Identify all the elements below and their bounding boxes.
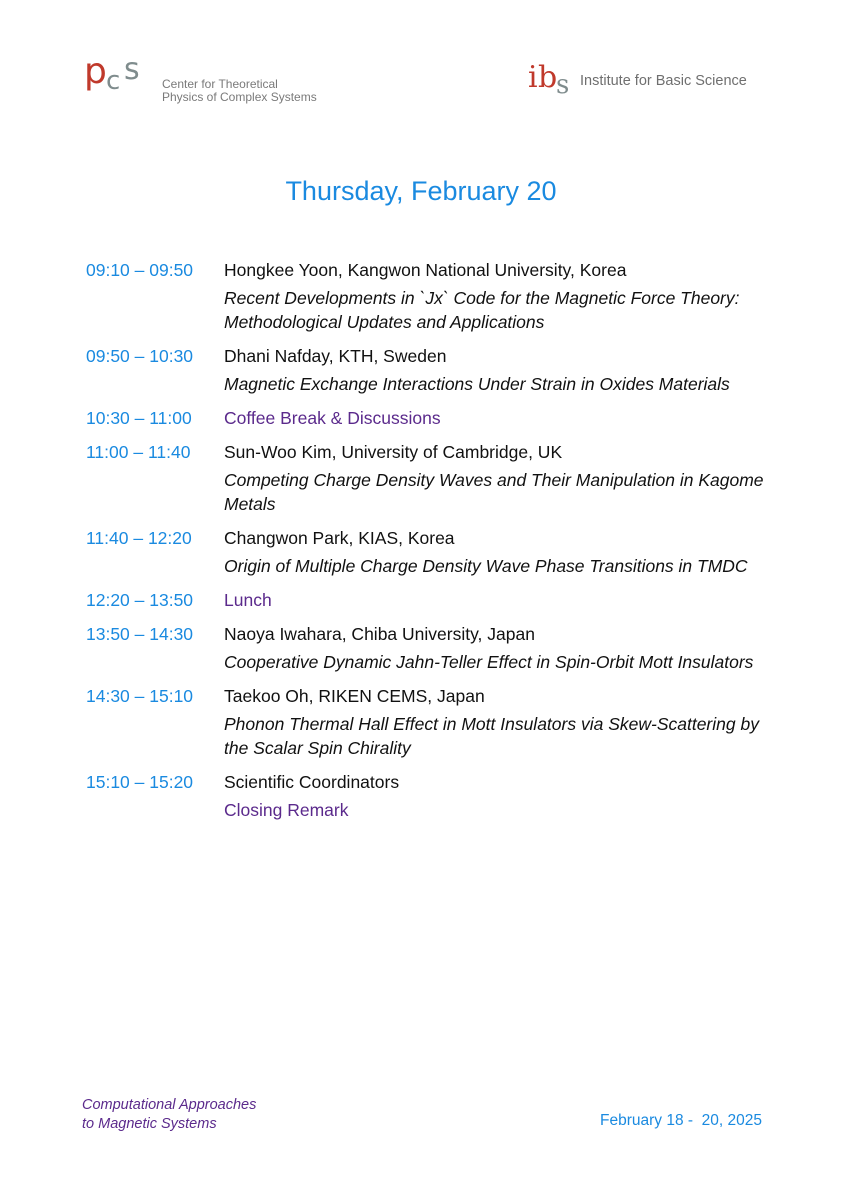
page-title: Thursday, February 20 [285, 176, 557, 206]
schedule-row [86, 258, 776, 334]
talk-title: Magnetic Exchange Interactions Under Strain in Oxides Materials [224, 374, 730, 394]
talk-title: Cooperative Dynamic Jahn-Teller Effect in Spin-Orbit Mott Insulators [224, 652, 754, 672]
talk-title: Origin of Multiple Charge Density Wave Phase Transitions in TMDC [224, 556, 748, 576]
workshop-dates: February 18 - 20, 2025 [600, 1112, 762, 1129]
session-time: 15:10 – 15:20 [86, 772, 194, 792]
session-time: 14:30 – 15:10 [86, 686, 194, 706]
speaker: Hongkee Yoon, Kangwon National University, Korea [224, 260, 627, 280]
speaker: Dhani Nafday, KTH, Sweden [224, 346, 447, 366]
session-detail [224, 344, 776, 396]
speaker: Taekoo Oh, RIKEN CEMS, Japan [224, 686, 485, 706]
session-time: 12:20 – 13:50 [86, 590, 194, 610]
schedule-row [86, 406, 776, 430]
speaker: Changwon Park, KIAS, Korea [224, 528, 455, 548]
break-event: Coffee Break & Discussions [224, 408, 441, 428]
speaker: Naoya Iwahara, Chiba University, Japan [224, 624, 535, 644]
session-time: 10:30 – 11:00 [86, 408, 192, 428]
session-time: 11:00 – 11:40 [86, 442, 191, 462]
session-time: 13:50 – 14:30 [86, 624, 194, 644]
pcs-logo-mark: p c s [84, 51, 140, 96]
session-time: 09:50 – 10:30 [86, 346, 194, 366]
talk-title: Recent Developments in `Jx` Code for the Magnetic Force Theory: Methodological Updates and Applications [224, 288, 740, 332]
workshop-name-line1: Computational Approaches [82, 1097, 257, 1113]
pcs-logo-text [162, 78, 402, 104]
talk-title: Phonon Thermal Hall Effect in Mott Insulators via Skew-Scattering by the Scalar Spin Chirality [224, 714, 759, 758]
schedule-row [86, 622, 776, 674]
schedule-row [86, 684, 776, 760]
pcs-logo-line1: Center for Theoretical [162, 77, 278, 91]
workshop-name-line2: to Magnetic Systems [82, 1116, 217, 1132]
schedule-row [86, 344, 776, 396]
speaker: Scientific Coordinators [224, 772, 400, 792]
session-time: 11:40 – 12:20 [86, 528, 192, 548]
schedule-row [86, 440, 776, 516]
closing-event: Closing Remark [224, 800, 349, 820]
speaker: Sun-Woo Kim, University of Cambridge, UK [224, 442, 563, 462]
session-detail [224, 258, 776, 334]
ibs-logo-text: Institute for Basic Science [580, 73, 747, 89]
session-detail [224, 622, 776, 674]
schedule-row [86, 588, 776, 612]
schedule [86, 258, 776, 832]
ibs-logo-mark: i b s [528, 60, 570, 100]
session-detail [224, 526, 776, 578]
schedule-row [86, 526, 776, 578]
ibs-logo [528, 60, 758, 106]
session-time: 09:10 – 09:50 [86, 260, 194, 280]
session-detail [224, 770, 776, 822]
schedule-row [86, 770, 776, 822]
talk-title: Competing Charge Density Waves and Their Manipulation in Kagome Metals [224, 470, 764, 514]
session-detail [224, 684, 776, 760]
pcs-logo-line2: Physics of Complex Systems [162, 90, 317, 104]
break-event: Lunch [224, 590, 272, 610]
session-detail [224, 440, 776, 516]
workshop-name [82, 1096, 256, 1134]
